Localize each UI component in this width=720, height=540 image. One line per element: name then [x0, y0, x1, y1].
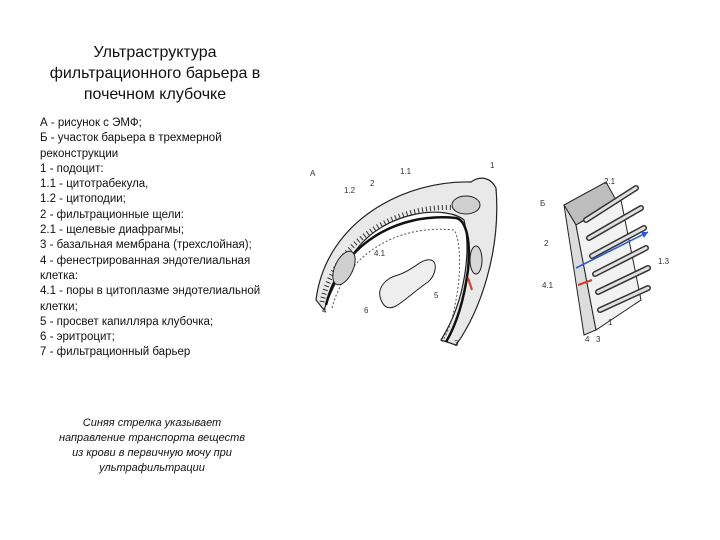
panel-a-drawing: [316, 178, 497, 345]
title-line-3: почечном клубочке: [83, 86, 227, 103]
label-b-2: 2: [544, 239, 549, 248]
legend-item: Б - участок барьера в трехмерной реконструкции: [40, 132, 222, 160]
legend-item: А - рисунок с ЭМФ;: [40, 117, 142, 129]
title-line-1: Ультраструктура: [93, 44, 217, 61]
label-b-1: 1: [608, 318, 613, 327]
label-1-2: 1.2: [344, 186, 356, 195]
label-b-1-3: 1.3: [658, 257, 670, 266]
note-line: ультрафильтрации: [99, 462, 205, 474]
legend-item: 3 - базальная мембрана (трехслойная);: [40, 239, 252, 252]
label-4-1: 4.1: [374, 249, 386, 258]
label-b-2-1: 2.1: [604, 177, 616, 186]
legend-item: 7 - фильтрационный барьер: [40, 346, 191, 359]
legend-item: 1.2 - цитоподии;: [40, 193, 126, 206]
note-line: из крови в первичную мочу при: [72, 447, 232, 459]
legend-item: 2 - фильтрационные щели:: [40, 208, 185, 221]
label-2: 2: [370, 179, 375, 188]
note-line: Синяя стрелка указывает: [82, 417, 222, 429]
panel-b-drawing: [564, 182, 648, 335]
arrow-note: [36, 416, 268, 476]
legend-item: 2.1 - щелевые диафрагмы;: [40, 224, 184, 237]
label-6: 6: [364, 306, 369, 315]
title-line-2: фильтрационного барьера в: [49, 65, 261, 82]
label-b-4: 4: [585, 335, 590, 344]
legend-item: 4.1 - поры в цитоплазме эндотелиальной клетки;: [40, 285, 261, 313]
legend-item: 1.1 - цитотрабекула,: [40, 178, 149, 191]
slide-title: [30, 42, 280, 105]
label-5: 5: [434, 291, 439, 300]
label-b-4-1: 4.1: [542, 281, 554, 290]
legend-item: 4 - фенестрированная эндотелиальная клетка:: [40, 254, 251, 282]
legend-item: 5 - просвет капилляра клубочка;: [40, 315, 214, 328]
legend-item: 6 - эритроцит;: [40, 331, 115, 344]
label-4: 4: [322, 306, 327, 315]
filtration-barrier-figure: [296, 160, 696, 360]
label-a: А: [310, 169, 316, 178]
note-line: направление транспорта веществ: [58, 432, 246, 444]
label-1-1: 1.1: [400, 167, 412, 176]
label-b: Б: [540, 199, 546, 208]
legend-list: [40, 116, 280, 361]
label-3: 3: [454, 339, 459, 348]
label-1: 1: [490, 161, 495, 170]
label-b-3: 3: [596, 335, 601, 344]
legend-item: 1 - подоцит:: [40, 162, 104, 175]
